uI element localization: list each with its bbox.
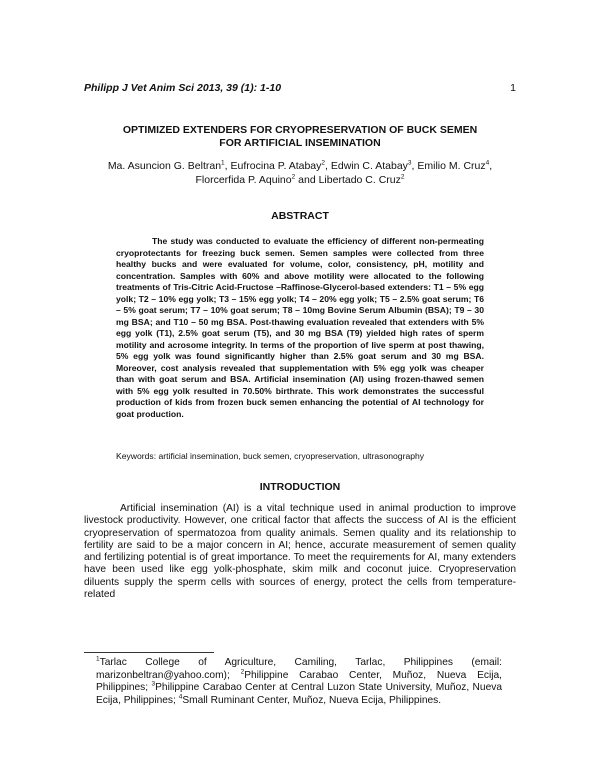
affiliation-mark: 1 xyxy=(221,159,225,167)
author: Eufrocina P. Atabay xyxy=(230,160,322,172)
footnote-mark: 1 xyxy=(96,655,100,663)
author: Florcerfida P. Aquino xyxy=(195,174,292,186)
introduction-heading: INTRODUCTION xyxy=(259,481,341,493)
paper-title xyxy=(96,124,504,150)
introduction-text: Artificial insemination (AI) is a vital technique used in animal production to improve livestock productivity. However, one critical factor that affects the success of AI is the efficient cryopreservation of spermatozoa from quality animals. Semen quality and its relationship to fertility are said to be a major concern in AI; hence, accurate measurement of semen quality and fertilizing potential is of great importance. To meet the requirements for AI, many extenders have been used like egg yolk-phosphate, skim milk and coconut juice. Cryopreservation diluents supply the sperm cells with sources of energy, protect the cells from temperature-related xyxy=(84,503,516,601)
keywords: Keywords: artificial insemination, buck semen, cryopreservation, ultrasonography xyxy=(116,451,425,461)
author-separator: , xyxy=(325,160,331,172)
author-separator: , xyxy=(489,160,493,172)
affiliation-mark: 4 xyxy=(485,159,490,167)
author: Libertado C. Cruz xyxy=(318,174,401,186)
footnote-mark: 4 xyxy=(178,693,183,701)
author-list xyxy=(70,159,530,187)
author: Emilio M. Cruz xyxy=(417,160,486,172)
footnote-mark: 2 xyxy=(240,668,245,676)
author-separator: , xyxy=(224,160,231,172)
affiliation-mark: 2 xyxy=(400,173,405,181)
footnote-part: Philippine Carabao Center at Central Luzon State University, Muñoz, Nueva Ecija, Philippines; xyxy=(96,682,502,706)
title-line-1: OPTIMIZED EXTENDERS FOR CRYOPRESERVATION OF BUCK SEMEN xyxy=(122,124,478,136)
footnote-part: Philippine Carabao Center, Muñoz, Nueva Ecija, Philippines; xyxy=(96,669,502,693)
affiliation-mark: 2 xyxy=(321,159,326,167)
title-line-2: FOR ARTIFICIAL INSEMINATION xyxy=(219,137,381,149)
abstract-text: The study was conducted to evaluate the efficiency of different non-permeating cryoprotectants for freezing buck semen. Semen samples were collected from three healthy bucks and were evaluated for volume, color, consistency, pH, motility and concentration. Samples with 60% and above motility were allocated to the following treatments of Tris-Citric Acid-Fructose –Raffinose-Glycerol-based extenders: T1 – 5% egg yolk; T2 – 10% egg yolk; T3 – 15% egg yolk; T4 – 20% egg yolk; T5 – 2.5% goat serum; T6 – 5% goat serum; T7 – 10% goat serum; T8 – 10mg Bovine Serum Albumin (BSA); T9 – 30 mg BSA; and T10 – 50 mg BSA. Post-thawing evaluation revealed that extenders with 5% egg yolk (T1), 2.5% goat serum (T5), and 30 mg BSA (T9) yielded high rates of sperm motility and acrosome integrity. In terms of the proportion of live sperm at post thawing, 5% egg yolk was found significantly higher than 2.5% goat serum and 30 mg BSA. Moreover, cost analysis revealed that supplementation with 5% egg yolk was cheaper than with goat serum and BSA. Artificial insemination (AI) using frozen-thawed semen with 5% egg yolk resulted in 70.50% birthrate. This work demonstrates the successful production of kids from frozen buck semen enhancing the potential of AI technology for goat production. xyxy=(116,236,484,419)
author: Ma. Asuncion G. Beltran xyxy=(107,160,222,172)
abstract-heading: ABSTRACT xyxy=(271,210,329,222)
affiliation-mark: 3 xyxy=(407,159,412,167)
author-separator: , xyxy=(411,160,418,172)
journal-citation: Philipp J Vet Anim Sci 2013, 39 (1): 1-10 xyxy=(84,82,282,94)
footnote-divider xyxy=(84,652,214,653)
affiliation-mark: 2 xyxy=(291,173,296,181)
footnote-part: Small Ruminant Center, Muñoz, Nueva Ecija, Philippines. xyxy=(182,694,442,706)
author-separator: and xyxy=(295,174,319,186)
footnote-part: Tarlac College of Agriculture, Camiling, Tarlac, Philippines (email: marizonbeltran@yahoo.com); xyxy=(96,657,502,681)
author: Edwin C. Atabay xyxy=(330,160,408,172)
page-number: 1 xyxy=(510,82,516,94)
running-header xyxy=(84,82,516,94)
affiliations-footnote xyxy=(96,657,502,707)
footnote-mark: 3 xyxy=(151,680,156,688)
